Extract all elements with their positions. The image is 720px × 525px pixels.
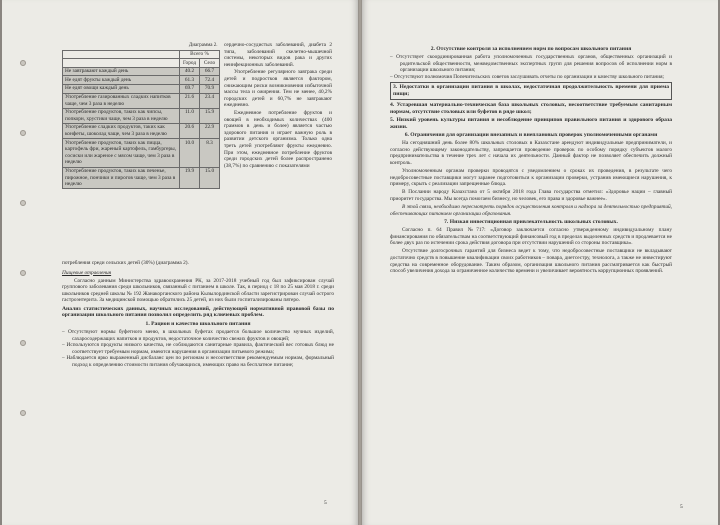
paragraph: Согласно п. 64 Правил №717: «Договор заключается согласно утвержденному индивидуальному плану финансирования по обязательствам на соответствующий финансовый год в пределах выделенных средств и продлевается не более двух раз по истечении срока действия договора при отсутствии нарушений со стороны поставщика». — [390, 227, 672, 247]
row-village-value: 70.9 — [200, 84, 220, 93]
row-village-value: 23.4 — [200, 93, 220, 108]
paragraph: В этой связи, необходимо пересмотреть порядок осуществления контроля и надзора за деятельностью предприятий, обеспечивающих питанием организации образования. — [390, 204, 672, 217]
table-subheader-blank — [63, 59, 180, 68]
table-subheader-city: Город — [180, 59, 200, 68]
row-label: Не завтракают каждый день — [63, 67, 180, 76]
row-label: Употребление сладких продуктов, таких как конфеты, шоколад чаще, чем 3 раза в неделю — [63, 123, 180, 138]
problem-7-title: 7. Низкая инвестиционная привлекательность школьных столовых. — [444, 218, 618, 225]
paragraph: сердечно-сосудистых заболеваний, диабета 2 типа, заболеваний скелетно-мышечной системы, некоторых видов рака и других неинфекционных заболеваний. — [224, 42, 332, 68]
row-village-value: 15.0 — [200, 167, 220, 189]
table-row — [63, 167, 220, 189]
left-body-text — [62, 260, 334, 370]
row-label: Не едят фрукты каждый день — [63, 76, 180, 85]
analysis-heading: Анализ статистических данных, научных исследований, действующей нормативной правовой базы по организации школьного питания позволил определить ряд ключевых проблем. — [62, 305, 334, 319]
paragraph: Ежедневное потребление фруктов и овощей в необходимых количествах (400 граммов в день и более) является частью здорового питания и играет важную роль в развитии детского организма. Только одна треть детей употребляют фрукты ежедневно. При этом, ежедневное потребление фруктов среди городских детей более распространено (38,7%) по сравнению с показателями — [224, 109, 332, 169]
problem-4-title: 4. Устаревшая материально-техническая база школьных столовых, несоответствие требуемым санитарным нормам, отсутствие столовых или буфетов в ряде школ; — [390, 101, 672, 115]
table-row — [63, 139, 220, 167]
row-city-value: 69.7 — [180, 84, 200, 93]
diagram-2-table — [62, 42, 220, 189]
row-city-value: 21.6 — [180, 93, 200, 108]
row-city-value: 19.9 — [180, 167, 200, 189]
table-row — [63, 93, 220, 108]
table-row — [63, 123, 220, 138]
list-item: – Наблюдается ярко выраженный дисбаланс цен по регионам и несоответствие рекомендуемым нормам, формальный подход к определению стоимости питания обучающихся, имеющих право на бесплатное питание; — [62, 355, 334, 368]
row-village-value: 8.3 — [200, 139, 220, 167]
row-label: Употребление продуктов, таких как чипсы, попкорн, хрустики чаще, чем 3 раза в неделю — [63, 108, 180, 123]
problem-2-list — [390, 54, 672, 80]
table-row — [63, 67, 220, 76]
paragraph: В Послании народу Казахстана от 5 октября 2018 года Глава государства отметил: «Здоровье нации – главный приоритет государства. Мы всегда помогаем бизнесу, но человек, его права и здоровье важнее». — [390, 189, 672, 202]
problem-3-title: 3. Недостатки в организации питания в школах, недостаточная продолжительность времени для приема пищи; — [390, 82, 672, 100]
section-title: Пищевые отравления — [62, 269, 112, 276]
row-city-value: 40.2 — [180, 67, 200, 76]
table-header-blank — [63, 50, 180, 59]
row-city-value: 61.3 — [180, 76, 200, 85]
problem-5-title: 5. Низкий уровень культуры питания и несоблюдение принципов правильного питания и здорового образа жизни. — [390, 116, 672, 130]
punch-holes — [16, 0, 30, 525]
table-row — [63, 108, 220, 123]
paragraph: На сегодняшний день более 80% школьных столовых в Казахстане арендуют индивидуальные предприниматели, и согласно действующему законодательству, запрещается проведение проверок по особому порядку субъектов малого предпринимательства в течение трех лет с начала их деятельности. Данный фактор не позволяет обеспечить должный контроль. — [390, 140, 672, 167]
problem-1-title: 1. Рацион и качество школьного питания — [145, 320, 251, 327]
right-body-text — [390, 46, 672, 276]
row-city-value: 11.0 — [180, 108, 200, 123]
row-village-value: 66.7 — [200, 67, 220, 76]
row-city-value: 20.6 — [180, 123, 200, 138]
row-label: Употребление продуктов, таких как печенье, пирожное, пончики и пирогов чаще, чем 3 раза в неделю — [63, 167, 180, 189]
row-city-value: 10.0 — [180, 139, 200, 167]
problem-6-title: 6. Ограничения для организации внезапных и внеплановых проверок уполномоченными органами — [404, 131, 658, 138]
page-number: 5 — [680, 504, 683, 510]
table-row — [63, 76, 220, 85]
row-village-value: 15.9 — [200, 108, 220, 123]
table-row — [63, 84, 220, 93]
table-header-total: Всего % — [180, 50, 220, 59]
side-column-text — [224, 42, 332, 170]
row-village-value: 22.9 — [200, 123, 220, 138]
list-item: – Отсутствуют нормы буфетного меню, в школьных буфетах продается большое количество мучных изделий, сахаросодержащих напитков и продуктов, недостаточное количество свежих фруктов и овощей; — [62, 329, 334, 342]
list-item: – Отсутствует скоординированная работа уполномоченных государственных органов, общественных организаций и родительской общественности, межведомственных экспертных групп для решения вопросов об исполнении норм в организации школьного питания; — [390, 54, 672, 74]
paragraph: Уполномоченным органам проверки проводятся с уведомлением о сроках их проведения, в результате чего недобросовестные поставщики могут заранее подготовиться к организации проверки, устранив имеющиеся нарушения, к примеру, скрыть с реализации запрещенные блюда. — [390, 168, 672, 188]
paragraph: Употребление регулярного завтрака среди детей и подростков является фактором, снижающим риски возникновения избыточной массы тела и ожирения. Тем не менее, 40,2% городских детей и 60,7% не завтракают ежедневно. — [224, 69, 332, 109]
problem-1-list — [62, 329, 334, 369]
page-number: 5 — [324, 500, 327, 506]
list-item: – Отсутствуют полномочия Попечительских советов заслушивать отчеты по организации и качеству школьного питания; — [390, 74, 672, 81]
table-caption: Диаграмма 2. — [188, 42, 218, 48]
paragraph: Согласно данным Министерства здравоохранения РК, за 2017-2018 учебный год был зафиксирован случай группового заболевания среди школьников, связанный с питанием в школе. Так, в период с 18 по 25 мая 2018 г. среди школьников средней школы № 192 Жанакорганского района Кызылординской области зарегистрирован случай острого гастроэнтерита. За медицинской помощью обратились 25 детей, из них были госпитализированы пятеро. — [62, 277, 334, 304]
left-page — [2, 0, 358, 525]
table-subheader-village: Село — [200, 59, 220, 68]
row-label: Не едят овощи каждый день — [63, 84, 180, 93]
row-label: Употребление продуктов, таких как пицца, картофель фри, жареный картофель, гамбургеры, сосиски или жареное с мясом чаще, чем 3 раза в неделю — [63, 139, 180, 167]
paragraph: потребления среди сельских детей (30%) (диаграмма 2). — [62, 260, 189, 266]
row-village-value: 72.4 — [200, 76, 220, 85]
right-page — [362, 0, 718, 525]
list-item: – Используются продукты низкого качества, не соблюдаются санитарные правила, фактический вес готовых блюд не соответствует требуемым нормам, имеются нарушения в организации питьевого режима; — [62, 342, 334, 355]
row-label: Употребление газированных сладких напитков чаще, чем 3 раза в неделю — [63, 93, 180, 108]
problem-2-title: 2. Отсутствие контроля за исполнением норм по вопросам школьного питания — [430, 46, 632, 52]
paragraph: Отсутствие долгосрочных гарантий для бизнеса ведет к тому, что недобросовестные поставщики не вкладывают достаточно средств в повышение квалификации своих работников – повара, диетсестру, технолога, а также не инвестируют средства на современное оборудование. Таким образом, организация школьного питания рассматривается как быстрый способ увеличения дохода за ограниченное количество времени и увеличивает вероятность коррупционных проявлений. — [390, 248, 672, 275]
